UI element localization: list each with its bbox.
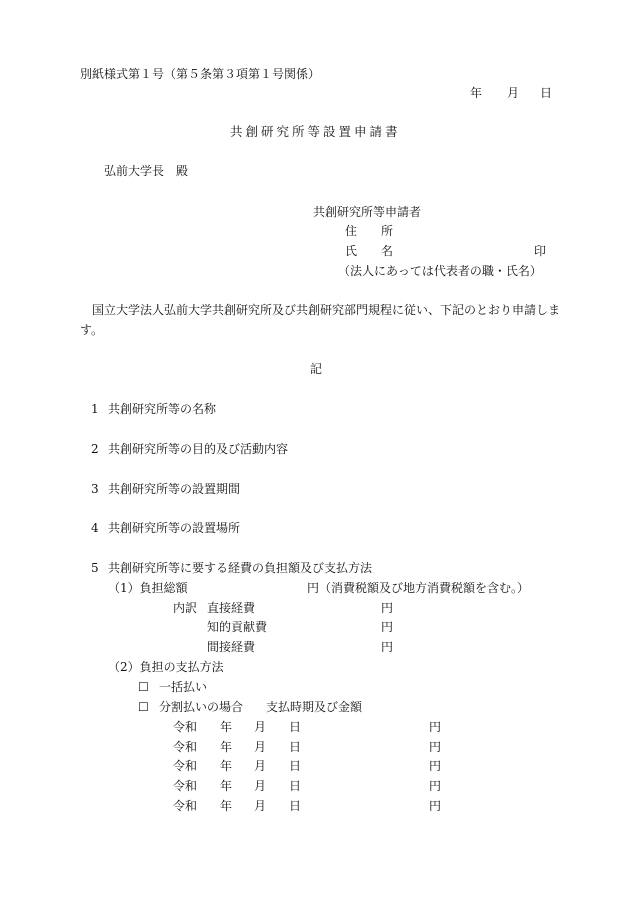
year-label: 年 [220,779,233,793]
breakdown-label: 内訳 [173,601,198,615]
year-label: 年 [220,759,233,773]
installment-checkbox[interactable]: ☐ [138,700,149,714]
date-day-label: 日 [540,86,553,100]
year-label: 年 [220,740,233,754]
item-4-text: 共創研究所等の設置場所 [108,521,241,535]
item-4-number: 4 [91,521,99,535]
total-burden-label: （1）負担総額 [108,581,188,595]
total-yen-note: 円（消費税額及び地方消費税額を含む。） [307,581,530,595]
installment-schedule-label: 支払時期及び金額 [266,700,363,714]
day-label: 日 [289,720,302,734]
body-text-line-1: 国立大学法人弘前大学共創研究所及び共創研究部門規程に従い、下記のとおり申請しま [92,303,561,317]
indirect-cost-yen: 円 [381,640,394,654]
item-2-text: 共創研究所等の目的及び活動内容 [108,442,289,456]
installment-label: 分割払いの場合 [159,700,244,714]
item-2-number: 2 [91,442,99,456]
era-label: 令和 [173,779,198,793]
indirect-cost-label: 間接経費 [207,640,256,654]
item-5-text: 共創研究所等に要する経費の負担額及び支払方法 [108,561,373,575]
name-label-1: 氏 [345,244,358,258]
ki-heading: 記 [310,362,323,376]
applicant-label: 共創研究所等申請者 [313,205,422,219]
direct-cost-yen: 円 [381,601,394,615]
intellectual-fee-label: 知的貢献費 [207,620,268,634]
era-label: 令和 [173,799,198,813]
day-label: 日 [289,740,302,754]
day-label: 日 [289,779,302,793]
date-month-label: 月 [507,86,520,100]
body-text-line-2: す。 [80,323,104,337]
address-label-2: 所 [381,224,394,238]
era-label: 令和 [173,759,198,773]
month-label: 月 [254,799,267,813]
item-3-number: 3 [91,482,99,496]
yen-label: 円 [429,759,442,773]
address-label-1: 住 [345,224,358,238]
yen-label: 円 [429,740,442,754]
name-label-2: 名 [381,244,394,258]
intellectual-fee-yen: 円 [381,620,394,634]
era-label: 令和 [173,720,198,734]
representative-note: （法人にあっては代表者の職・氏名） [338,264,542,278]
yen-label: 円 [429,779,442,793]
form-number: 別紙様式第１号（第５条第３項第１号関係） [80,67,321,81]
item-3-text: 共創研究所等の設置期間 [108,482,241,496]
era-label: 令和 [173,740,198,754]
day-label: 日 [289,759,302,773]
month-label: 月 [254,720,267,734]
date-year-label: 年 [470,86,483,100]
seal-mark: 印 [534,244,547,258]
month-label: 月 [254,759,267,773]
document-title: 共創研究所等設置申請書 [230,124,401,139]
day-label: 日 [289,799,302,813]
lump-sum-checkbox[interactable]: ☐ [138,680,149,694]
lump-sum-label: 一括払い [159,680,208,694]
year-label: 年 [220,799,233,813]
addressee: 弘前大学長 殿 [104,164,189,178]
year-label: 年 [220,720,233,734]
item-5-number: 5 [91,561,99,575]
direct-cost-label: 直接経費 [207,601,256,615]
item-1-text: 共創研究所等の名称 [108,402,217,416]
month-label: 月 [254,779,267,793]
payment-method-label: （2）負担の支払方法 [108,660,224,674]
month-label: 月 [254,740,267,754]
yen-label: 円 [429,799,442,813]
item-1-number: 1 [91,402,99,416]
yen-label: 円 [429,720,442,734]
